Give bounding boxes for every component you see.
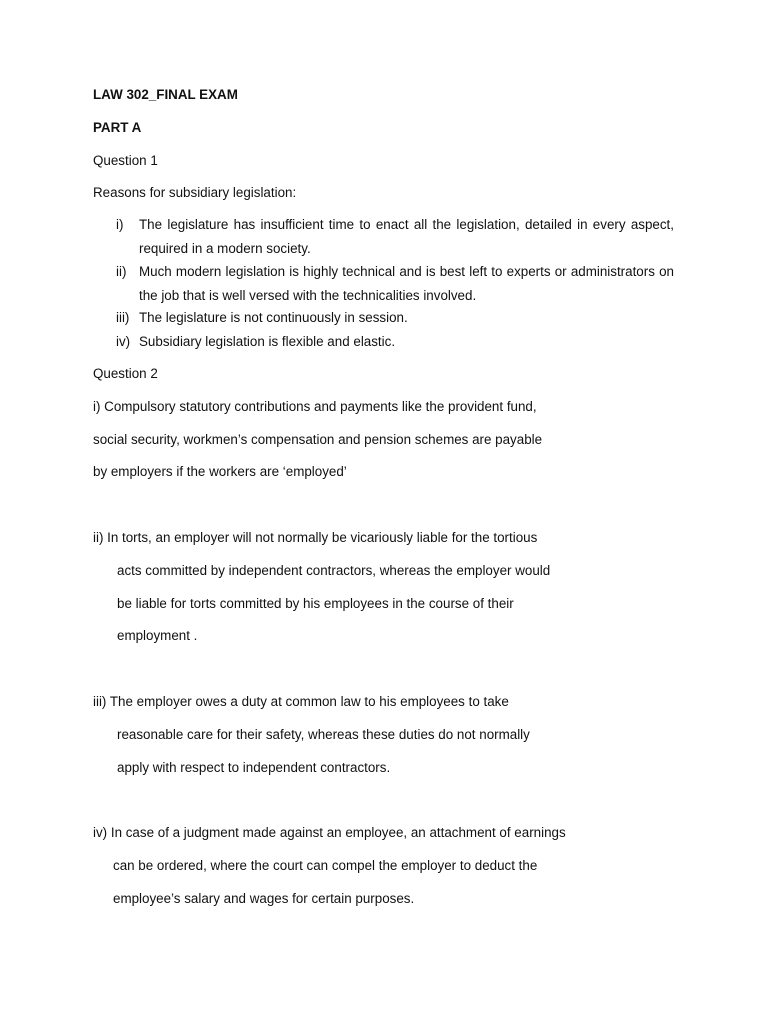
- paragraph-line: social security, workmen’s compensation and pension schemes are payable: [93, 432, 543, 447]
- paragraph-line: reasonable care for their safety, whereas these duties do not normally: [117, 727, 530, 742]
- paragraph-line: employee’s salary and wages for certain purposes.: [113, 891, 415, 906]
- list-marker: i): [116, 217, 124, 232]
- paragraph-line: by employers if the workers are ‘employed’: [93, 464, 347, 479]
- question-1-heading: Question 1: [93, 153, 158, 168]
- part-heading: PART A: [93, 120, 142, 135]
- list-item-text: Subsidiary legislation is flexible and elastic.: [139, 334, 396, 349]
- paragraph-line: be liable for torts committed by his employees in the course of their: [117, 596, 514, 611]
- paragraph-line: apply with respect to independent contractors.: [117, 760, 391, 775]
- list-item-text: The legislature has insufficient time to enact all the legislation, detailed in every aspect, required in a modern society.: [139, 217, 674, 256]
- list-item-text: The legislature is not continuously in session.: [139, 310, 408, 325]
- paragraph-line: employment .: [117, 628, 198, 643]
- paragraph-line: iii) The employer owes a duty at common law to his employees to take: [93, 694, 509, 709]
- document-title: LAW 302_FINAL EXAM: [93, 87, 238, 102]
- paragraph-line: iv) In case of a judgment made against an employee, an attachment of earnings: [93, 825, 566, 840]
- paragraph-line: acts committed by independent contractors, whereas the employer would: [117, 563, 551, 578]
- question-1-intro: Reasons for subsidiary legislation:: [93, 185, 297, 200]
- question-2-heading: Question 2: [93, 366, 158, 381]
- list-marker: iv): [116, 334, 131, 349]
- paragraph-line: ii) In torts, an employer will not normally be vicariously liable for the tortious: [93, 530, 538, 545]
- paragraph-line: i) Compulsory statutory contributions and payments like the provident fund,: [93, 399, 537, 414]
- list-marker: ii): [116, 264, 127, 279]
- list-item-text: Much modern legislation is highly technical and is best left to experts or administrators on the job that is well versed with the technicalities involved.: [139, 264, 674, 303]
- paragraph-line: can be ordered, where the court can compel the employer to deduct the: [113, 858, 538, 873]
- list-marker: iii): [116, 310, 130, 325]
